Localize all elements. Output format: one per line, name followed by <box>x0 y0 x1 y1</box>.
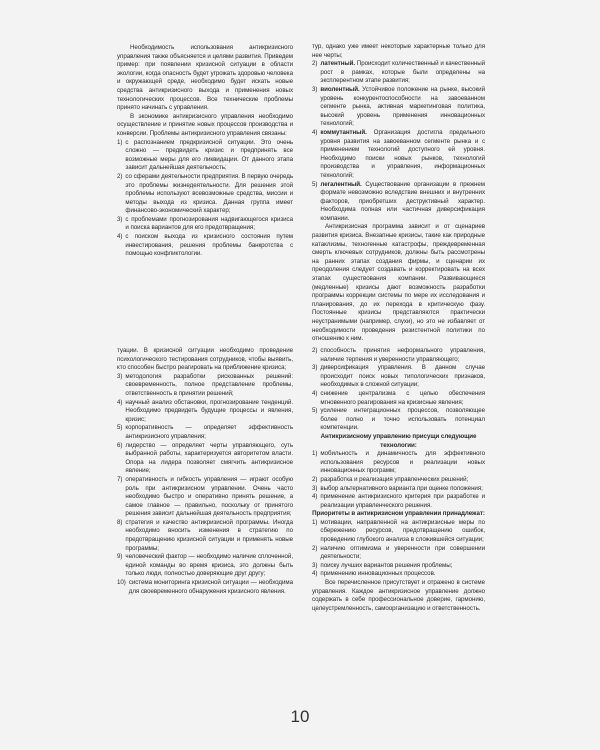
bottom-right-column <box>312 347 485 613</box>
section-heading: Антикризисному управлению присущи следующие технологии: <box>320 432 477 449</box>
list-item: 6) лидерство — определяет черты управляющего, суть выбранной работы, характеризуется авторитетом власти. Опора на лидера позволяет смягчить антикризисное явление; <box>117 441 293 475</box>
list-item: 4) научный анализ обстановки, прогнозирование тенденций. Необходимо предвидеть будущие процессы и явления, кризис; <box>117 398 293 423</box>
section-heading: Приоритеты в антикризисном управлении принадлежат: <box>312 510 485 518</box>
list-item: 8) стратегия и качество антикризисной программы. Иногда необходимо вносить изменения в стратегию по предотвращению кризисной ситуации и применять новые программы; <box>117 518 293 552</box>
list-item: 2) латентный. Происходит количественный и качественный рост в рамках, которые были определены на эксплерентном этапе развития; <box>312 60 485 85</box>
list-item: 3) выбор альтернативного варианта при оценке положения; <box>312 484 483 492</box>
list-item: 3) методология разработки рискованных решений: своевременность, полное представление проблемы, ответственность в принятии решений; <box>117 372 293 397</box>
bottom-left-column <box>117 347 293 596</box>
list-item: 5) корпоративность — определяет эффективность антикризисного управления; <box>117 424 293 440</box>
paragraph: Антикризисная программа зависит и от сценариев развития кризиса. Внезапные кризисы, такие как природные катаклизмы, техногенные катастрофы, преждевременная смерть ключевых сотрудников, должны быть рассмотрены на ранних этапах создания фирмы, и сценарии их преодоления следует создавать и корректировать на всех этапах существования компании. Развивающиеся (медленные) кризисы дают возможность разработки программы коррекции системы по мере их исследования и планирования, до их перехода в критическую фазу. Постоянные кризисы представляются практически неустранимыми (например, слухи), но это не избавляет от необходимости проведения резистентной политики по отношению к ним. <box>312 223 485 343</box>
list-item: 4) снижение централизма с целью обеспечения мгновенного реагирования на кризисные явления; <box>312 389 485 406</box>
list-item: 5) легалентный. Существование организации в прежнем формате невозможно вследствие внешних и внутренних факторов, приобретших деструктивный характер. Необходима полная или частичная диверсификация компании. <box>312 180 485 222</box>
paragraph: тур, однако уже имеет некоторые характерные только для нее черты; <box>312 43 485 59</box>
list-item: 7) оперативность и гибкость управления — играют особую роль при антикризисном управлении. Очень часто необходимо быстро и оперативно принять решение, а самое главное — правильно, поскольку от принятого решения зависит дальнейшая деятельность предприятия; <box>117 475 293 518</box>
list-item: 5) усиление интеграционных процессов, позволяющее более полно и точно использовать потенциал компетенции. <box>312 407 485 432</box>
top-left-column <box>117 44 293 259</box>
list-item: 4) применению инновационных процессов. <box>312 570 436 578</box>
list-item: 9) человеческий фактор — необходимо наличие сплоченной, единой команды во время кризиса, это должны быть только люди, полностью доверяющие друг другу; <box>117 553 293 578</box>
list-item: 1) мотивации, направленной на антикризисные меры по сбережению ресурсов, предотвращению ошибок, проведению глубокого анализа в сложившейся ситуации; <box>312 518 485 544</box>
paragraph: Все перечисленное присутствует и отражено в системе управления. Каждое антикризисное управление должно содержать в себе профессиональное доверие, гармонию, целеустремленность, самоорганизацию и ответственность. <box>312 579 485 612</box>
list-item: 1) с распознанием предкризисной ситуации. Это очень сложно — предвидеть кризис и предпринять все возможные меры для его ликвидации. От данного этапа зависит дальнейшая деятельность; <box>117 138 293 172</box>
top-right-column <box>312 43 485 344</box>
list-item: 4) применение антикризисного критерия при разработке и реализации управленческого решения. <box>312 493 485 509</box>
page-number: 10 <box>290 707 310 726</box>
list-item: 4) с поиском выхода из кризисного состояния путем инвестирования, решения проблемы банкротства с помощью конфликтологии. <box>117 233 293 258</box>
paragraph: туации. В кризисной ситуации необходимо проведение психологического тестирования сотрудников, чтобы выявить, кто способен быстро реагировать на приближение кризиса; <box>117 347 293 372</box>
list-item: 4) коммутантный. Организация достигла предельного уровня развития на завоеванном сегменте рынка и с применением технологий доступного ей уровня. Необходимо поиски новых рынков, технологий производства и управления, информационных технологий; <box>312 128 485 179</box>
list-item: 1) мобильность и динамичность для эффективного использования ресурсов и реализации новых инновационных программ; <box>312 450 485 475</box>
list-item: 2) наличию оптимизма и уверенности при совершении деятельности; <box>312 544 485 561</box>
list-item: 2) способность принятия неформального управления, наличие терпения и уверенности управляющего; <box>312 347 485 363</box>
paragraph: В экономике антикризисного управления необходимо осуществление и принятие новых процессов производства и конверсии. Проблемы антикризисного управления связаны: <box>117 112 293 137</box>
list-item: 10) система мониторинга кризисной ситуации — необходима для своевременного обнаружения кризисного явления. <box>117 579 293 595</box>
list-item: 3) с проблемами прогнозирования надвигающегося кризиса и поиска вариантов для его предотвращения; <box>117 215 293 232</box>
list-item: 3) поиску лучших вариантов решения проблемы; <box>312 561 453 569</box>
paragraph: Необходимость использования антикризисного управления также объясняется и целями развития. Приведем пример: при появлении кризисной ситуации в области экологии, когда опасность будет угрожать здоровью человека и окружающей среде, необходимо будет искать новые средства антикризисного выхода и применения новых технологических процессов. Все технические проблемы принято начинать с управления. <box>117 44 293 112</box>
list-item: 2) со сферами деятельности предприятия. В первую очередь это проблемы жизнедеятельности. Для решения этой проблемы используют всевозможные средства, миссии и методы выхода из кризиса. Данная группа имеет финансово-экономический характер; <box>117 172 293 215</box>
list-item: 3) диверсификация управления. В данном случае происходит поиск новых типологических признаков, необходимых в сложной ситуации; <box>312 364 485 389</box>
list-item: 2) разработка и реализация управленческих решений; <box>312 475 469 483</box>
list-item: 3) виолентный. Устойчивое положение на рынке, высокий уровень конкурентоспособности на завоеванном сегменте рынка, активная маркетинговая политика, высокий уровень применения инновационных технологий; <box>312 85 485 128</box>
